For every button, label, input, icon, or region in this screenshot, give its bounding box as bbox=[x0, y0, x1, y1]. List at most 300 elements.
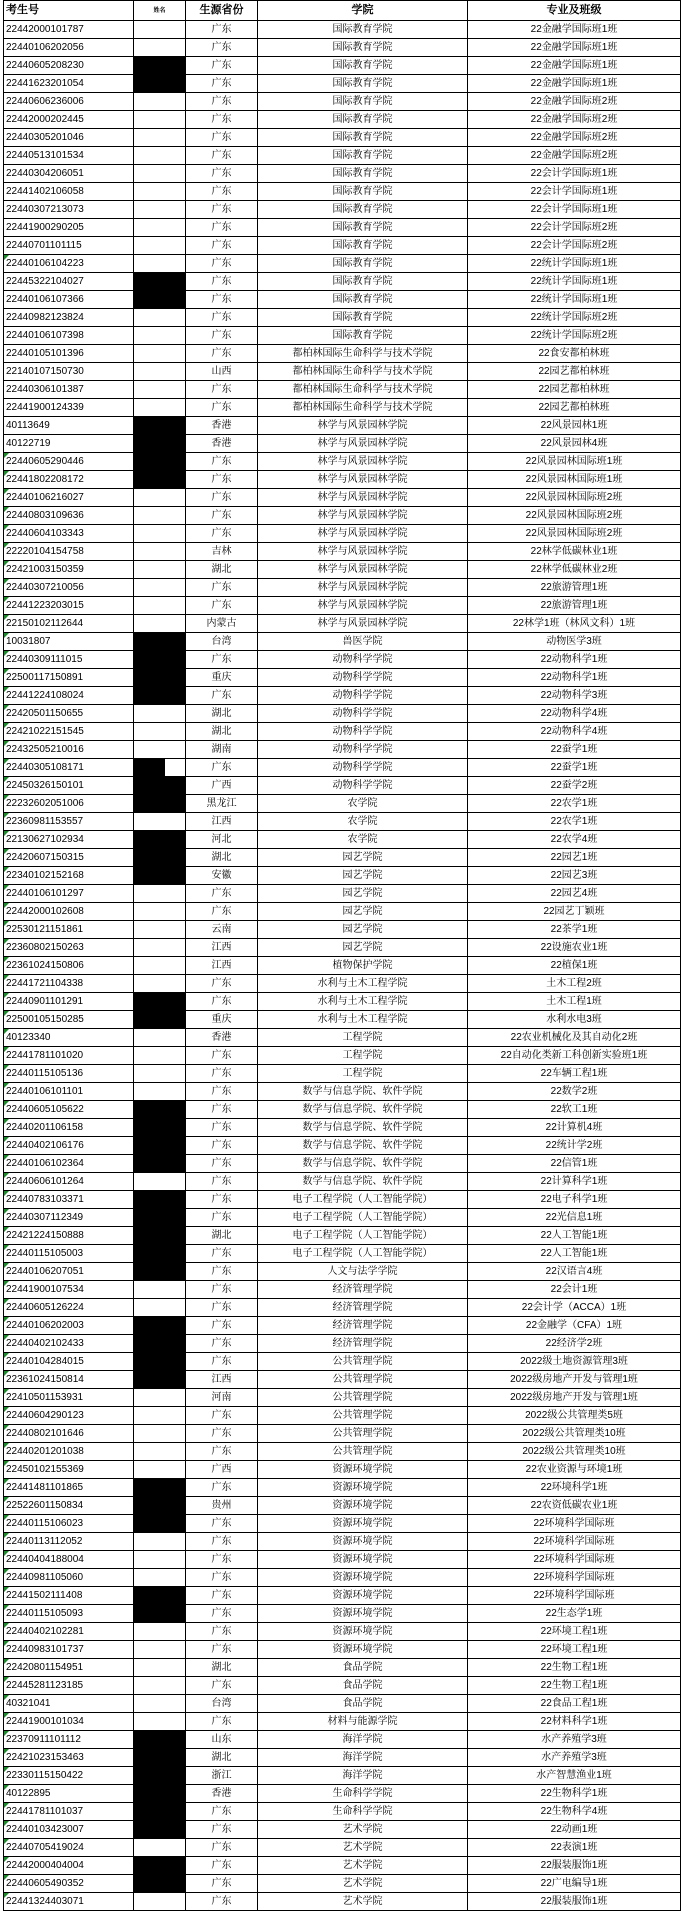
cell-exam-id: 22445281123185 bbox=[4, 1677, 134, 1695]
redaction-block bbox=[134, 75, 185, 92]
cell-name-redacted bbox=[134, 1659, 186, 1677]
redaction-block bbox=[134, 1515, 185, 1532]
cell-name-redacted bbox=[134, 579, 186, 597]
cell-name-redacted bbox=[134, 759, 186, 777]
cell-major: 22风景园林4班 bbox=[468, 435, 681, 453]
cell-major: 2022级房地产开发与管理1班 bbox=[468, 1371, 681, 1389]
table-row bbox=[4, 381, 681, 399]
redaction-block bbox=[134, 1803, 185, 1820]
table-row bbox=[4, 1281, 681, 1299]
cell-school: 食品学院 bbox=[258, 1677, 468, 1695]
cell-school: 艺术学院 bbox=[258, 1839, 468, 1857]
cell-school: 经济管理学院 bbox=[258, 1281, 468, 1299]
cell-school: 国际教育学院 bbox=[258, 57, 468, 75]
cell-major: 22设施农业1班 bbox=[468, 939, 681, 957]
table-row bbox=[4, 1533, 681, 1551]
table-row bbox=[4, 1047, 681, 1065]
table-row bbox=[4, 597, 681, 615]
cell-major: 22人工智能1班 bbox=[468, 1245, 681, 1263]
cell-province: 广东 bbox=[186, 1317, 258, 1335]
cell-major: 22生物工程1班 bbox=[468, 1659, 681, 1677]
cell-exam-id: 22440201106158 bbox=[4, 1119, 134, 1137]
cell-school: 公共管理学院 bbox=[258, 1443, 468, 1461]
cell-name-redacted bbox=[134, 1407, 186, 1425]
cell-school: 国际教育学院 bbox=[258, 201, 468, 219]
cell-name-redacted bbox=[134, 885, 186, 903]
table-row bbox=[4, 1767, 681, 1785]
cell-exam-id: 22220104154758 bbox=[4, 543, 134, 561]
cell-exam-id: 22440306101387 bbox=[4, 381, 134, 399]
cell-exam-id: 22420501150655 bbox=[4, 705, 134, 723]
cell-name-redacted bbox=[134, 1551, 186, 1569]
cell-major: 22环境科学国际班 bbox=[468, 1515, 681, 1533]
cell-exam-id: 22440983101737 bbox=[4, 1641, 134, 1659]
table-row bbox=[4, 1335, 681, 1353]
cell-exam-id: 22440783103371 bbox=[4, 1191, 134, 1209]
cell-school: 艺术学院 bbox=[258, 1821, 468, 1839]
cell-name-redacted bbox=[134, 1803, 186, 1821]
cell-major: 22会计学国际班2班 bbox=[468, 237, 681, 255]
cell-major: 22园艺都柏林班 bbox=[468, 381, 681, 399]
redaction-block bbox=[134, 1245, 185, 1262]
cell-province: 广东 bbox=[186, 1209, 258, 1227]
cell-exam-id: 22441802208172 bbox=[4, 471, 134, 489]
redaction-block bbox=[134, 993, 185, 1010]
cell-major: 22动画1班 bbox=[468, 1821, 681, 1839]
cell-school: 公共管理学院 bbox=[258, 1407, 468, 1425]
cell-name-redacted bbox=[134, 1335, 186, 1353]
cell-school: 资源环境学院 bbox=[258, 1461, 468, 1479]
cell-exam-id: 22440402102433 bbox=[4, 1335, 134, 1353]
redaction-block bbox=[134, 1749, 185, 1766]
cell-exam-id: 22440404188004 bbox=[4, 1551, 134, 1569]
cell-province: 山西 bbox=[186, 363, 258, 381]
table-row bbox=[4, 129, 681, 147]
table-row bbox=[4, 1821, 681, 1839]
table-row bbox=[4, 687, 681, 705]
cell-major: 22表演1班 bbox=[468, 1839, 681, 1857]
table-row bbox=[4, 1029, 681, 1047]
cell-province: 广东 bbox=[186, 1137, 258, 1155]
cell-province: 湖北 bbox=[186, 1659, 258, 1677]
cell-exam-id: 22440705419024 bbox=[4, 1839, 134, 1857]
cell-major: 22统计学国际班2班 bbox=[468, 309, 681, 327]
cell-province: 河南 bbox=[186, 1389, 258, 1407]
cell-exam-id: 22440201201038 bbox=[4, 1443, 134, 1461]
cell-province: 广东 bbox=[186, 1569, 258, 1587]
cell-name-redacted bbox=[134, 345, 186, 363]
cell-school: 林学与风景园林学院 bbox=[258, 435, 468, 453]
cell-school: 林学与风景园林学院 bbox=[258, 597, 468, 615]
cell-school: 资源环境学院 bbox=[258, 1533, 468, 1551]
cell-name-redacted bbox=[134, 291, 186, 309]
cell-school: 林学与风景园林学院 bbox=[258, 489, 468, 507]
table-row bbox=[4, 309, 681, 327]
table-row bbox=[4, 75, 681, 93]
cell-major: 22园艺都柏林班 bbox=[468, 399, 681, 417]
cell-exam-id: 22440606236006 bbox=[4, 93, 134, 111]
redaction-block bbox=[134, 795, 185, 812]
cell-exam-id: 22441721104338 bbox=[4, 975, 134, 993]
cell-school: 园艺学院 bbox=[258, 849, 468, 867]
table-row bbox=[4, 417, 681, 435]
table-row bbox=[4, 1119, 681, 1137]
cell-name-redacted bbox=[134, 255, 186, 273]
cell-major: 22风景园林国际班1班 bbox=[468, 471, 681, 489]
cell-province: 湖北 bbox=[186, 1749, 258, 1767]
table-row bbox=[4, 831, 681, 849]
cell-province: 广东 bbox=[186, 309, 258, 327]
cell-name-redacted bbox=[134, 651, 186, 669]
cell-name-redacted bbox=[134, 21, 186, 39]
redaction-block bbox=[134, 1137, 185, 1154]
cell-exam-id: 40321041 bbox=[4, 1695, 134, 1713]
table-row bbox=[4, 1785, 681, 1803]
cell-major: 水利水电3班 bbox=[468, 1011, 681, 1029]
table-row bbox=[4, 939, 681, 957]
cell-school: 资源环境学院 bbox=[258, 1623, 468, 1641]
cell-exam-id: 22440701101115 bbox=[4, 237, 134, 255]
table-row bbox=[4, 345, 681, 363]
table-row bbox=[4, 57, 681, 75]
cell-exam-id: 22360981153557 bbox=[4, 813, 134, 831]
cell-major: 22金融学国际班2班 bbox=[468, 129, 681, 147]
cell-school: 国际教育学院 bbox=[258, 147, 468, 165]
cell-school: 园艺学院 bbox=[258, 939, 468, 957]
table-row bbox=[4, 165, 681, 183]
cell-province: 湖北 bbox=[186, 1227, 258, 1245]
cell-province: 香港 bbox=[186, 417, 258, 435]
cell-school: 林学与风景园林学院 bbox=[258, 471, 468, 489]
table-row bbox=[4, 993, 681, 1011]
cell-province: 广东 bbox=[186, 1839, 258, 1857]
cell-exam-id: 22330115150422 bbox=[4, 1767, 134, 1785]
cell-exam-id: 22440802101646 bbox=[4, 1425, 134, 1443]
cell-exam-id: 22440981105060 bbox=[4, 1569, 134, 1587]
redaction-block bbox=[134, 435, 185, 452]
cell-school: 国际教育学院 bbox=[258, 219, 468, 237]
cell-province: 内蒙古 bbox=[186, 615, 258, 633]
cell-exam-id: 22440402102281 bbox=[4, 1623, 134, 1641]
cell-major: 22环境工程1班 bbox=[468, 1641, 681, 1659]
table-row bbox=[4, 183, 681, 201]
cell-school: 动物科学学院 bbox=[258, 777, 468, 795]
cell-exam-id: 22441900101034 bbox=[4, 1713, 134, 1731]
cell-name-redacted bbox=[134, 957, 186, 975]
cell-major: 2022级土地资源管理3班 bbox=[468, 1353, 681, 1371]
cell-exam-id: 22340102152168 bbox=[4, 867, 134, 885]
header-school: 学院 bbox=[258, 1, 468, 21]
cell-province: 广东 bbox=[186, 1299, 258, 1317]
cell-exam-id: 22421022151545 bbox=[4, 723, 134, 741]
cell-major: 22环境科学国际班 bbox=[468, 1551, 681, 1569]
cell-exam-id: 22441781101020 bbox=[4, 1047, 134, 1065]
redaction-block bbox=[134, 57, 185, 74]
redaction-block bbox=[134, 471, 185, 488]
table-row bbox=[4, 777, 681, 795]
cell-major: 22农业机械化及其自动化2班 bbox=[468, 1029, 681, 1047]
cell-province: 广东 bbox=[186, 1425, 258, 1443]
cell-school: 动物科学学院 bbox=[258, 651, 468, 669]
cell-exam-id: 22232602051006 bbox=[4, 795, 134, 813]
cell-exam-id: 22440106104223 bbox=[4, 255, 134, 273]
cell-province: 广东 bbox=[186, 93, 258, 111]
cell-province: 广东 bbox=[186, 345, 258, 363]
cell-school: 国际教育学院 bbox=[258, 291, 468, 309]
cell-exam-id: 22441502111408 bbox=[4, 1587, 134, 1605]
cell-school: 公共管理学院 bbox=[258, 1389, 468, 1407]
cell-province: 广东 bbox=[186, 1263, 258, 1281]
table-row bbox=[4, 1515, 681, 1533]
cell-major: 22金融学（CFA）1班 bbox=[468, 1317, 681, 1335]
cell-major: 22动物科学4班 bbox=[468, 705, 681, 723]
cell-exam-id: 22445322104027 bbox=[4, 273, 134, 291]
table-row bbox=[4, 1803, 681, 1821]
cell-school: 公共管理学院 bbox=[258, 1353, 468, 1371]
cell-school: 国际教育学院 bbox=[258, 255, 468, 273]
cell-major: 22农学1班 bbox=[468, 795, 681, 813]
table-row bbox=[4, 255, 681, 273]
cell-province: 广东 bbox=[186, 525, 258, 543]
cell-name-redacted bbox=[134, 1317, 186, 1335]
cell-name-redacted bbox=[134, 831, 186, 849]
cell-school: 林学与风景园林学院 bbox=[258, 507, 468, 525]
table-row bbox=[4, 1443, 681, 1461]
cell-exam-id: 22440106102364 bbox=[4, 1155, 134, 1173]
redaction-block bbox=[134, 1479, 185, 1496]
cell-school: 艺术学院 bbox=[258, 1857, 468, 1875]
cell-major: 22林学低碳林业1班 bbox=[468, 543, 681, 561]
cell-name-redacted bbox=[134, 867, 186, 885]
table-row bbox=[4, 1677, 681, 1695]
cell-exam-id: 22440982123824 bbox=[4, 309, 134, 327]
redaction-block bbox=[134, 1767, 185, 1784]
cell-major: 22金融学国际班1班 bbox=[468, 21, 681, 39]
cell-province: 湖南 bbox=[186, 741, 258, 759]
cell-major: 22金融学国际班2班 bbox=[468, 147, 681, 165]
cell-province: 广东 bbox=[186, 399, 258, 417]
cell-school: 资源环境学院 bbox=[258, 1641, 468, 1659]
cell-exam-id: 22440307213073 bbox=[4, 201, 134, 219]
table-row bbox=[4, 1353, 681, 1371]
cell-exam-id: 22441402106058 bbox=[4, 183, 134, 201]
cell-school: 电子工程学院（人工智能学院） bbox=[258, 1209, 468, 1227]
cell-major: 22环境科学国际班 bbox=[468, 1533, 681, 1551]
cell-exam-id: 22370911101112 bbox=[4, 1731, 134, 1749]
header-province: 生源省份 bbox=[186, 1, 258, 21]
cell-school: 人文与法学学院 bbox=[258, 1263, 468, 1281]
redaction-block bbox=[134, 1101, 185, 1118]
table-row bbox=[4, 1569, 681, 1587]
table-row bbox=[4, 1191, 681, 1209]
table-row bbox=[4, 669, 681, 687]
cell-name-redacted bbox=[134, 903, 186, 921]
cell-name-redacted bbox=[134, 1623, 186, 1641]
cell-name-redacted bbox=[134, 1425, 186, 1443]
redaction-block bbox=[134, 1263, 185, 1280]
cell-school: 动物科学学院 bbox=[258, 759, 468, 777]
table-row bbox=[4, 705, 681, 723]
cell-major: 22生物科学1班 bbox=[468, 1785, 681, 1803]
redaction-block bbox=[134, 453, 185, 470]
cell-name-redacted bbox=[134, 1731, 186, 1749]
cell-province: 广东 bbox=[186, 885, 258, 903]
cell-major: 22园艺3班 bbox=[468, 867, 681, 885]
cell-name-redacted bbox=[134, 471, 186, 489]
cell-school: 艺术学院 bbox=[258, 1893, 468, 1911]
table-row bbox=[4, 219, 681, 237]
cell-school: 电子工程学院（人工智能学院） bbox=[258, 1191, 468, 1209]
cell-major: 22人工智能1班 bbox=[468, 1227, 681, 1245]
cell-name-redacted bbox=[134, 813, 186, 831]
redaction-block bbox=[134, 1209, 185, 1226]
cell-exam-id: 22530121151861 bbox=[4, 921, 134, 939]
redaction-block bbox=[134, 669, 185, 686]
redaction-block bbox=[134, 1821, 185, 1838]
cell-school: 都柏林国际生命科学与技术学院 bbox=[258, 381, 468, 399]
cell-exam-id: 22150102112644 bbox=[4, 615, 134, 633]
cell-major: 22统计学国际班1班 bbox=[468, 255, 681, 273]
cell-province: 广东 bbox=[186, 273, 258, 291]
cell-major: 22软工1班 bbox=[468, 1101, 681, 1119]
cell-province: 广东 bbox=[186, 201, 258, 219]
cell-province: 广东 bbox=[186, 381, 258, 399]
table-row bbox=[4, 1623, 681, 1641]
table-row bbox=[4, 849, 681, 867]
redaction-block bbox=[134, 1191, 185, 1208]
cell-school: 国际教育学院 bbox=[258, 237, 468, 255]
cell-name-redacted bbox=[134, 777, 186, 795]
cell-school: 国际教育学院 bbox=[258, 93, 468, 111]
cell-name-redacted bbox=[134, 273, 186, 291]
cell-major: 22动物科学3班 bbox=[468, 687, 681, 705]
cell-school: 工程学院 bbox=[258, 1029, 468, 1047]
cell-exam-id: 22440803109636 bbox=[4, 507, 134, 525]
cell-school: 数学与信息学院、软件学院 bbox=[258, 1083, 468, 1101]
cell-province: 广东 bbox=[186, 1623, 258, 1641]
table-row bbox=[4, 1695, 681, 1713]
cell-exam-id: 22440305108171 bbox=[4, 759, 134, 777]
cell-exam-id: 22441900124339 bbox=[4, 399, 134, 417]
cell-major: 土木工程1班 bbox=[468, 993, 681, 1011]
cell-exam-id: 22440305201046 bbox=[4, 129, 134, 147]
redaction-block bbox=[134, 1335, 185, 1352]
table-row bbox=[4, 1011, 681, 1029]
cell-exam-id: 22442000202445 bbox=[4, 111, 134, 129]
cell-school: 海洋学院 bbox=[258, 1767, 468, 1785]
cell-name-redacted bbox=[134, 1263, 186, 1281]
cell-major: 水产养殖学3班 bbox=[468, 1749, 681, 1767]
table-row bbox=[4, 921, 681, 939]
cell-province: 广东 bbox=[186, 1677, 258, 1695]
cell-exam-id: 10031807 bbox=[4, 633, 134, 651]
cell-name-redacted bbox=[134, 1767, 186, 1785]
cell-name-redacted bbox=[134, 543, 186, 561]
header-row bbox=[4, 1, 681, 21]
table-row bbox=[4, 1731, 681, 1749]
cell-school: 林学与风景园林学院 bbox=[258, 561, 468, 579]
cell-exam-id: 22140107150730 bbox=[4, 363, 134, 381]
cell-exam-id: 22442000404004 bbox=[4, 1857, 134, 1875]
cell-major: 2022级公共管理类5班 bbox=[468, 1407, 681, 1425]
cell-major: 22金融学国际班1班 bbox=[468, 39, 681, 57]
cell-major: 22会计1班 bbox=[468, 1281, 681, 1299]
cell-province: 广东 bbox=[186, 1083, 258, 1101]
cell-school: 林学与风景园林学院 bbox=[258, 417, 468, 435]
cell-province: 湖北 bbox=[186, 723, 258, 741]
cell-major: 22风景园林国际班2班 bbox=[468, 507, 681, 525]
cell-major: 22会计学国际班1班 bbox=[468, 165, 681, 183]
cell-province: 广东 bbox=[186, 1605, 258, 1623]
cell-province: 广东 bbox=[186, 759, 258, 777]
cell-exam-id: 22450102155369 bbox=[4, 1461, 134, 1479]
cell-province: 广东 bbox=[186, 1065, 258, 1083]
cell-name-redacted bbox=[134, 435, 186, 453]
cell-school: 资源环境学院 bbox=[258, 1497, 468, 1515]
cell-major: 22旅游管理1班 bbox=[468, 597, 681, 615]
cell-school: 国际教育学院 bbox=[258, 327, 468, 345]
cell-exam-id: 22440103423007 bbox=[4, 1821, 134, 1839]
cell-name-redacted bbox=[134, 183, 186, 201]
redaction-block bbox=[134, 1371, 185, 1388]
table-row bbox=[4, 867, 681, 885]
cell-school: 资源环境学院 bbox=[258, 1479, 468, 1497]
cell-school: 国际教育学院 bbox=[258, 273, 468, 291]
redaction-block bbox=[134, 1011, 185, 1028]
cell-name-redacted bbox=[134, 507, 186, 525]
cell-major: 2022级房地产开发与管理1班 bbox=[468, 1389, 681, 1407]
cell-major: 22食安都柏林班 bbox=[468, 345, 681, 363]
cell-school: 经济管理学院 bbox=[258, 1335, 468, 1353]
table-row bbox=[4, 1857, 681, 1875]
cell-name-redacted bbox=[134, 1605, 186, 1623]
cell-name-redacted bbox=[134, 1299, 186, 1317]
cell-school: 国际教育学院 bbox=[258, 75, 468, 93]
cell-school: 公共管理学院 bbox=[258, 1425, 468, 1443]
cell-major: 22园艺丁颖班 bbox=[468, 903, 681, 921]
cell-exam-id: 22440307112349 bbox=[4, 1209, 134, 1227]
table-row bbox=[4, 1137, 681, 1155]
table-row bbox=[4, 903, 681, 921]
cell-exam-id: 22440106202003 bbox=[4, 1317, 134, 1335]
cell-major: 22服装服饰1班 bbox=[468, 1857, 681, 1875]
cell-exam-id: 22440309111015 bbox=[4, 651, 134, 669]
table-row bbox=[4, 759, 681, 777]
cell-name-redacted bbox=[134, 1191, 186, 1209]
cell-school: 海洋学院 bbox=[258, 1749, 468, 1767]
cell-school: 食品学院 bbox=[258, 1695, 468, 1713]
cell-province: 广东 bbox=[186, 1587, 258, 1605]
cell-major: 22材料科学1班 bbox=[468, 1713, 681, 1731]
cell-major: 22风景园林国际班2班 bbox=[468, 489, 681, 507]
header-name-text: 姓名 bbox=[153, 8, 166, 14]
cell-name-redacted bbox=[134, 1011, 186, 1029]
cell-name-redacted bbox=[134, 417, 186, 435]
cell-school: 材料与能源学院 bbox=[258, 1713, 468, 1731]
table-row bbox=[4, 813, 681, 831]
cell-school: 植物保护学院 bbox=[258, 957, 468, 975]
table-row bbox=[4, 1083, 681, 1101]
cell-exam-id: 22440304206051 bbox=[4, 165, 134, 183]
cell-exam-id: 22440113112052 bbox=[4, 1533, 134, 1551]
cell-province: 广东 bbox=[186, 1803, 258, 1821]
cell-exam-id: 22440106216027 bbox=[4, 489, 134, 507]
table-row bbox=[4, 1479, 681, 1497]
cell-name-redacted bbox=[134, 1137, 186, 1155]
redaction-block bbox=[134, 651, 185, 668]
cell-exam-id: 22440604290123 bbox=[4, 1407, 134, 1425]
cell-school: 艺术学院 bbox=[258, 1875, 468, 1893]
